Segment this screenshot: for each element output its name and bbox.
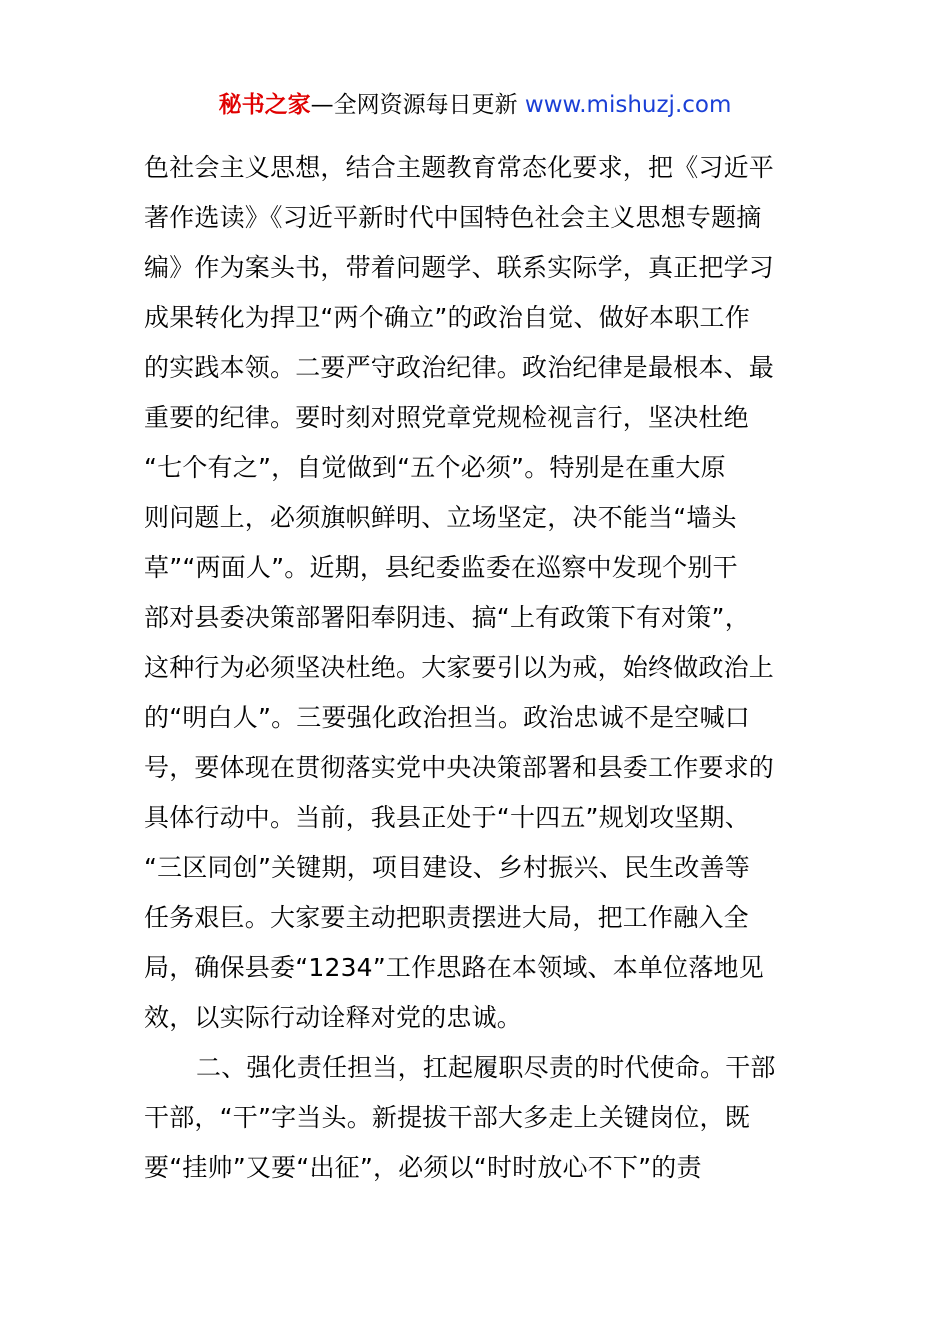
body-line: 的实践本领。二要严守政治纪律。政治纪律是最根本、最 <box>144 353 775 382</box>
body-line: 编》作为案头书，带着问题学、联系实际学，真正把学习 <box>144 253 775 282</box>
document-body <box>144 143 809 1193</box>
body-line: 色社会主义思想，结合主题教育常态化要求，把《习近平 <box>144 153 775 182</box>
section-heading-line: 二、强化责任担当，扛起履职尽责的时代使命。干部 <box>196 1053 776 1082</box>
body-line: 要“挂帅”又要“出征”，必须以“时时放心不下”的责 <box>144 1153 702 1182</box>
header-tagline: —全网资源每日更新 <box>310 92 525 118</box>
body-line: 的“明白人”。三要强化政治担当。政治忠诚不是空喊口 <box>144 703 750 732</box>
body-line: 著作选读》《习近平新时代中国特色社会主义思想专题摘 <box>144 203 762 232</box>
body-line: 这种行为必须坚决杜绝。大家要引以为戒，始终做政治上 <box>144 653 775 682</box>
body-line: 任务艰巨。大家要主动把职责摆进大局，把工作融入全 <box>144 903 749 932</box>
body-line: 成果转化为捍卫“两个确立”的政治自觉、做好本职工作 <box>144 303 750 332</box>
body-line: 效，以实际行动诠释对党的忠诚。 <box>144 1003 523 1032</box>
page-header <box>0 88 950 122</box>
body-line: 号，要体现在贯彻落实党中央决策部署和县委工作要求的 <box>144 753 775 782</box>
body-line: 则问题上，必须旗帜鲜明、立场坚定，决不能当“墙头 <box>144 503 737 532</box>
body-line: 局，确保县委“1234”工作思路在本领域、本单位落地见 <box>144 953 764 982</box>
body-line: 干部，“干”字当头。新提拔干部大多走上关键岗位，既 <box>144 1103 750 1132</box>
body-line: 草”“两面人”。近期，县纪委监委在巡察中发现个别干 <box>144 553 738 582</box>
brand-name: 秘书之家 <box>218 92 311 118</box>
body-line: 具体行动中。当前，我县正处于“十四五”规划攻坚期、 <box>144 803 750 832</box>
body-line: 重要的纪律。要时刻对照党章党规检视言行，坚决杜绝 <box>144 403 749 432</box>
body-line: 部对县委决策部署阳奉阴违、搞“上有政策下有对策”， <box>144 603 750 632</box>
site-url-link[interactable]: www.mishuzj.com <box>524 92 732 118</box>
body-line: “三区同创”关键期，项目建设、乡村振兴、民生改善等 <box>144 853 750 882</box>
body-line: “七个有之”，自觉做到“五个必须”。特别是在重大原 <box>144 453 726 482</box>
